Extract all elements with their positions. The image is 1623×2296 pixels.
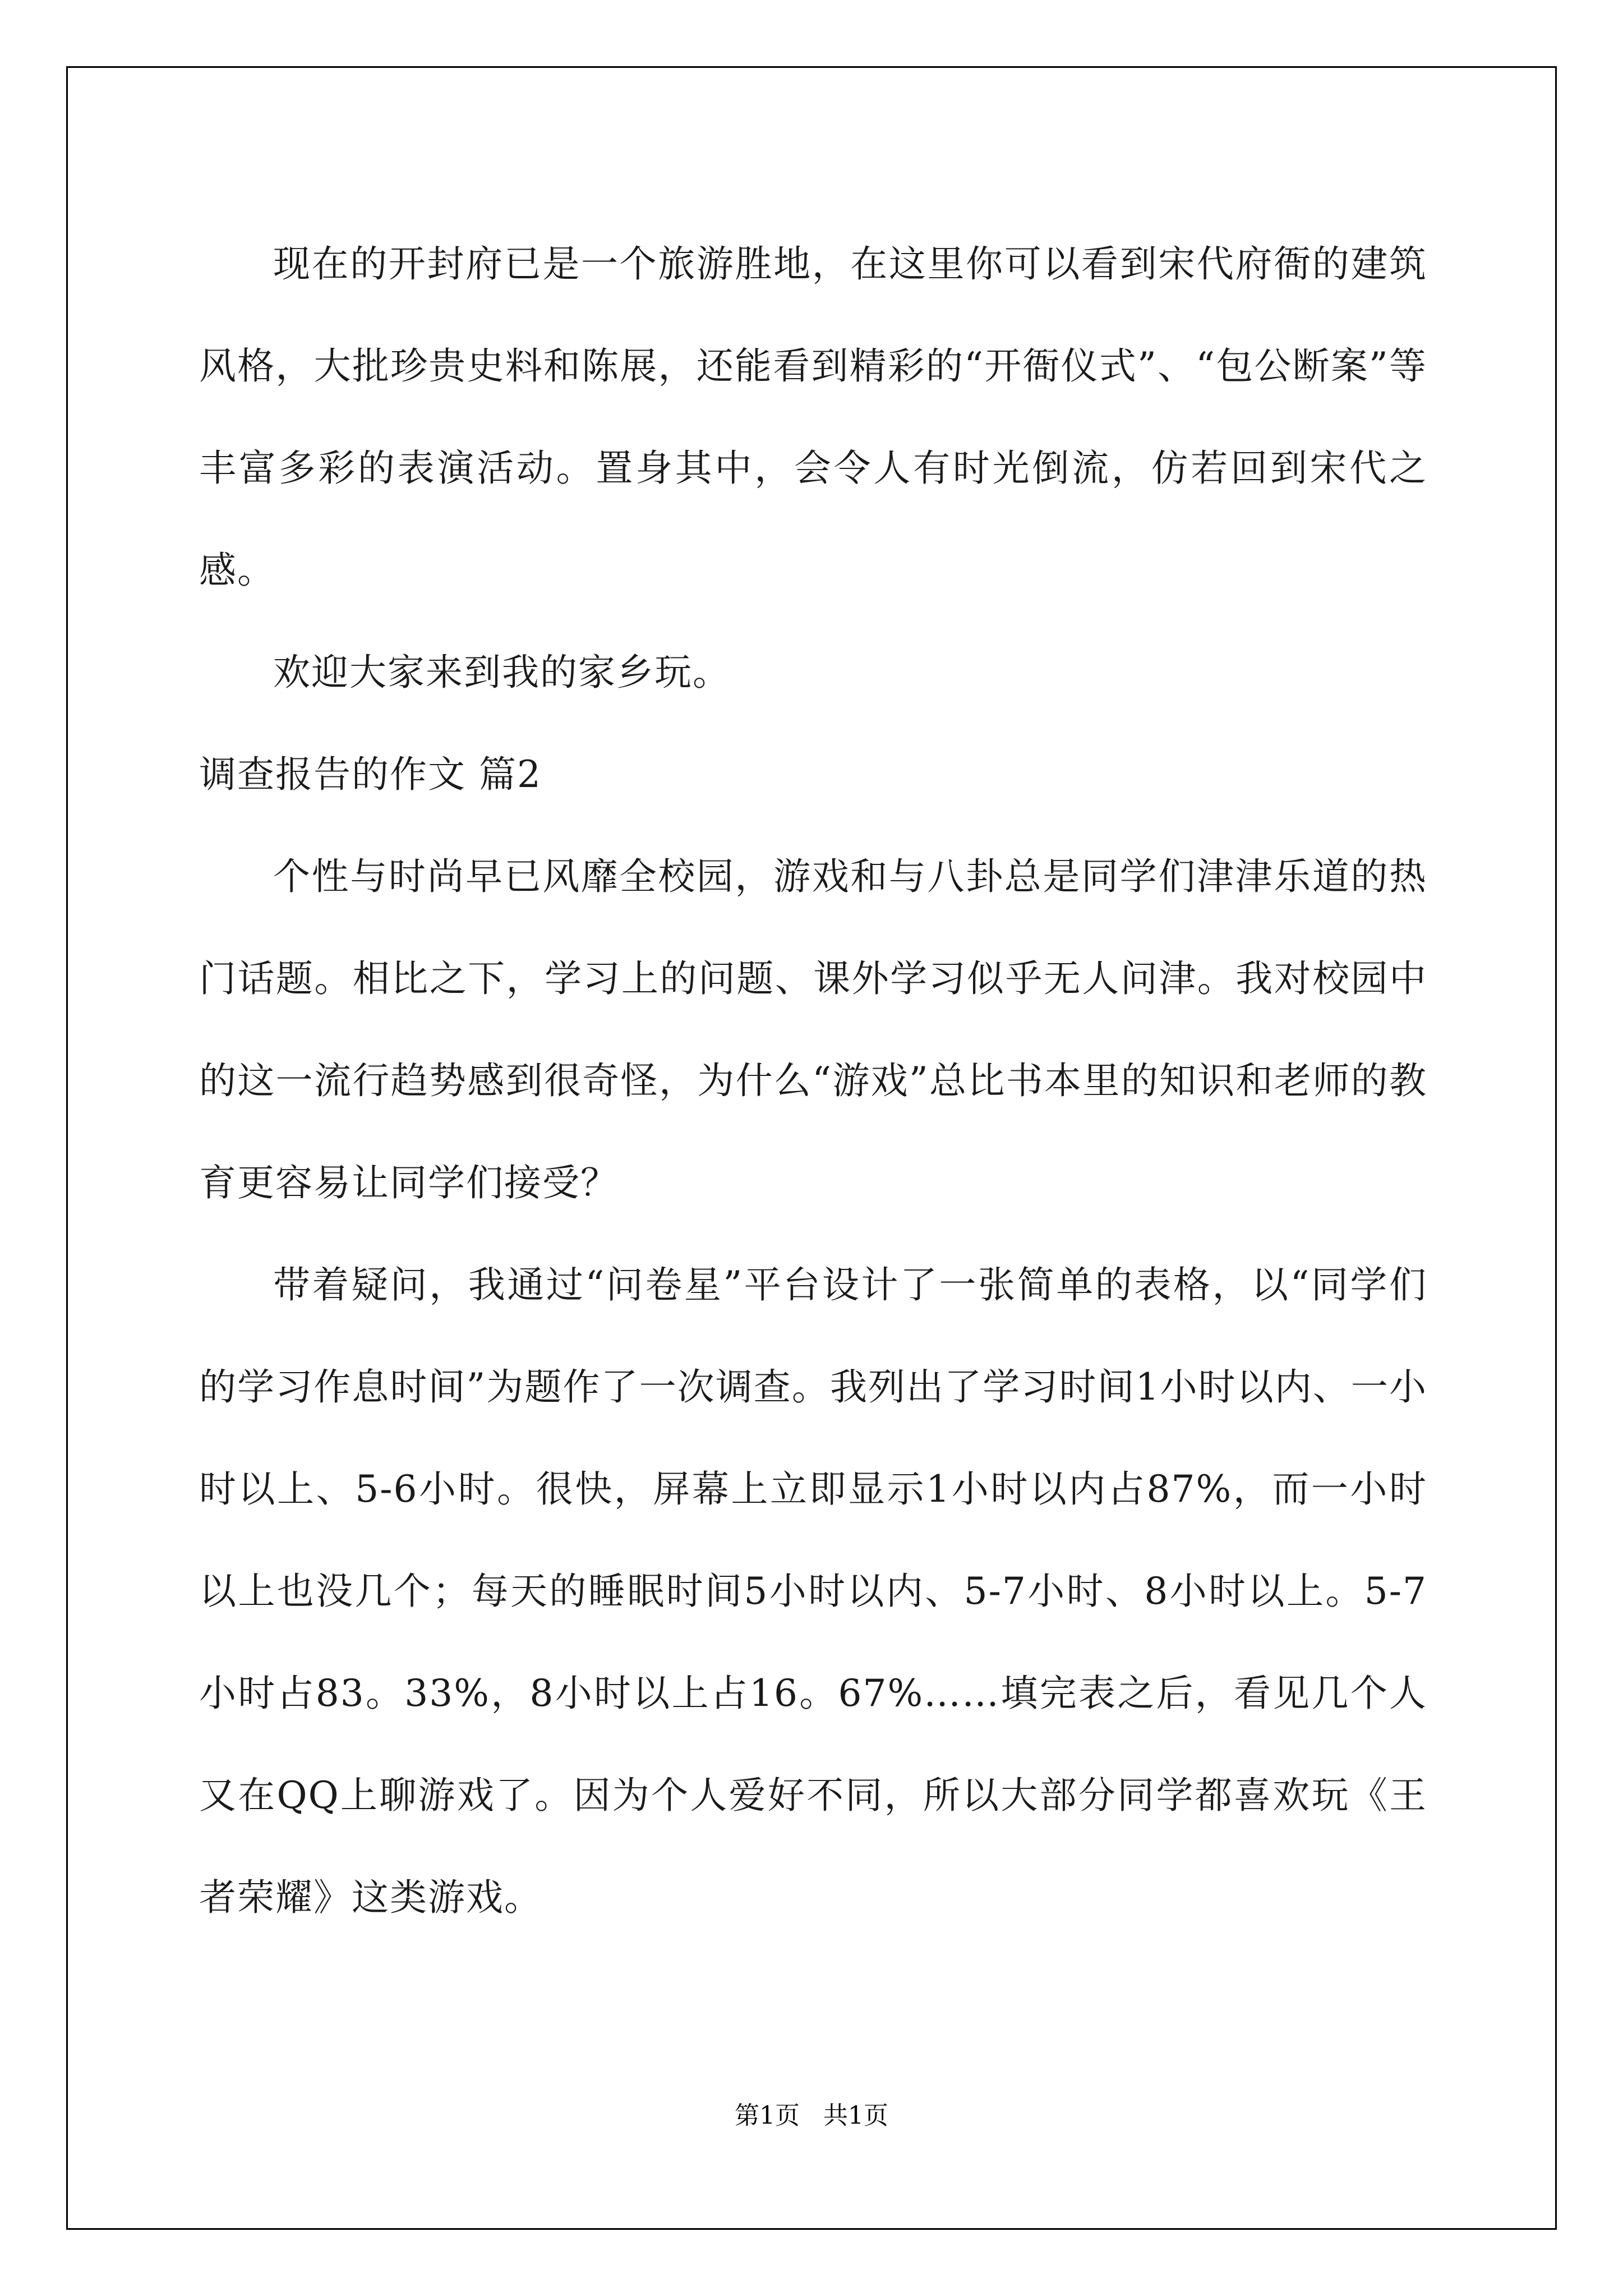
paragraph-kaifeng: 现在的开封府已是一个旅游胜地，在这里你可以看到宋代府衙的建筑风格，大批珍贵史料和陈展，还能看到精彩的“开衙仪式”、“包公断案”等丰富多彩的表演活动。置身其中，会令人有时光倒流，仿若回到宋代之感。 xyxy=(199,242,1427,592)
paragraph-welcome: 欢迎大家来到我的家乡玩。 xyxy=(273,651,731,694)
document-body xyxy=(199,213,1427,1949)
paragraph-fashion: 个性与时尚早已风靡全校园，游戏和与八卦总是同学们津津乐道的热门话题。相比之下，学习上的问题、课外学习似乎无人问津。我对校园中的这一流行趋势感到很奇怪，为什么“游戏”总比书本里的知识和老师的教育更容易让同学们接受？ xyxy=(199,855,1427,1204)
paragraph-survey: 带着疑问，我通过“问卷星”平台设计了一张简单的表格，以“同学们的学习作息时间”为题作了一次调查。我列出了学习时间1小时以内、一小时以上、5-6小时。很快，屏幕上立即显示1小时以内占87%，而一小时以上也没几个；每天的睡眠时间5小时以内、5-7小时、8小时以上。5-7小时占83。33%，8小时以上占16。67%……填完表之后，看见几个人又在QQ上聊游戏了。因为个人爱好不同，所以大部分同学都喜欢玩《王者荣耀》这类游戏。 xyxy=(199,1263,1427,1919)
section-heading: 调查报告的作文 篇2 xyxy=(199,753,542,796)
page-footer: 第1页 共1页 xyxy=(735,2101,888,2130)
